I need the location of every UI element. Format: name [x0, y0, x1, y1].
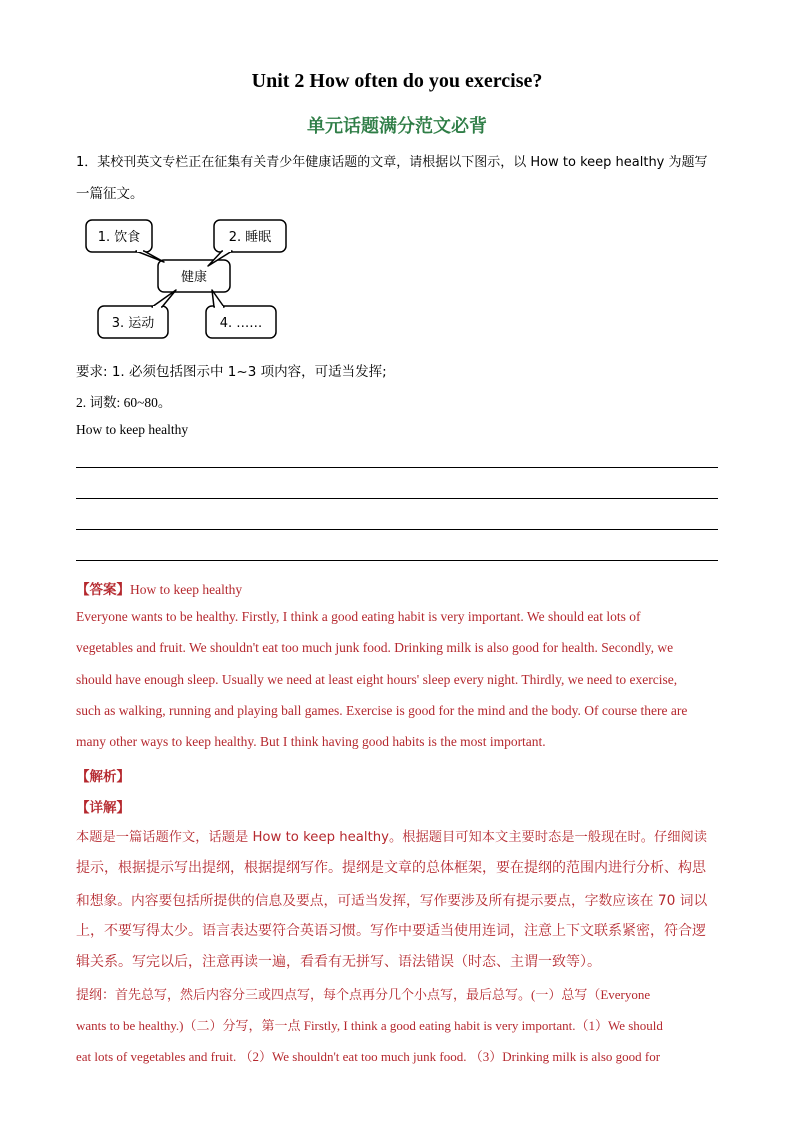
analysis-label: 【解析】	[76, 769, 130, 785]
answer-heading	[76, 578, 242, 598]
diagram-node-4-label: 4. ……	[219, 316, 263, 331]
answer-line: should have enough sleep. Usually we need at least eight hours' sleep every night. Thirdly, we need to exercise,	[76, 672, 678, 687]
essay-title: How to keep healthy	[76, 422, 189, 437]
health-topic-diagram	[76, 212, 296, 346]
requirement-2: 2. 词数: 60~80。	[76, 395, 172, 410]
answer-label: 【答案】	[76, 582, 130, 598]
question-prompt-line-1: 1．某校刊英文专栏正在征集有关青少年健康话题的文章，请根据以下图示，以 How to keep healthy 为题写	[76, 155, 708, 170]
page-title: Unit 2 How often do you exercise?	[251, 70, 543, 92]
answer-blank-line	[76, 467, 718, 468]
outline-line: 提纲：首先总写，然后内容分三或四点写，每个点再分几个小点写，最后总写。(一）总写（Everyone	[76, 987, 651, 1002]
outline-line: wants to be healthy.)（二）分写，第一点 Firstly, I think a good eating habit is very important.（1）We should	[76, 1018, 663, 1033]
answer-blank-line	[76, 560, 718, 561]
page-subtitle: 单元话题满分范文必背	[307, 116, 487, 137]
analysis-line: 上，不要写得太少。语言表达要符合英语习惯。写作中要适当使用连词，注意上下文联系紧密，符合逻	[76, 923, 706, 939]
analysis-line: 和想象。内容要包括所提供的信息及要点，可适当发挥，写作要涉及所有提示要点，字数应该在 70 词以	[76, 893, 708, 909]
analysis-line: 本题是一篇话题作文，话题是 How to keep healthy。根据题目可知本文主要时态是一般现在时。仔细阅读	[76, 830, 708, 845]
detail-label: 【详解】	[76, 800, 130, 816]
answer-title: How to keep healthy	[130, 582, 243, 597]
analysis-line: 提示，根据提示写出提纲，根据提纲写作。提纲是文章的总体框架，要在提纲的范围内进行分析、构思	[76, 860, 706, 876]
diagram-node-1-label: 1. 饮食	[97, 230, 141, 245]
diagram-center-label: 健康	[180, 270, 208, 285]
answer-line: Everyone wants to be healthy. Firstly, I think a good eating habit is very important. We should eat lots of	[76, 609, 641, 624]
answer-line: vegetables and fruit. We shouldn't eat too much junk food. Drinking milk is also good for health. Secondly, we	[76, 640, 674, 655]
analysis-line: 辑关系。写完以后，注意再读一遍，看看有无拼写、语法错误（时态、主谓一致等）。	[76, 954, 601, 970]
diagram-node-2-label: 2. 睡眠	[228, 230, 272, 245]
answer-blank-line	[76, 498, 718, 499]
diagram-node-3-label: 3. 运动	[111, 316, 155, 331]
answer-blank-line	[76, 529, 718, 530]
requirement-1: 要求: 1. 必须包括图示中 1~3 项内容，可适当发挥;	[76, 364, 387, 380]
question-prompt-line-2: 一篇征文。	[76, 186, 144, 202]
answer-line: such as walking, running and playing ball games. Exercise is good for the mind and the body. Of course there are	[76, 703, 688, 718]
answer-line: many other ways to keep healthy. But I think having good habits is the most important.	[76, 734, 546, 749]
outline-line: eat lots of vegetables and fruit. （2）We shouldn't eat too much junk food. （3）Drinking milk is also good for	[76, 1049, 661, 1064]
